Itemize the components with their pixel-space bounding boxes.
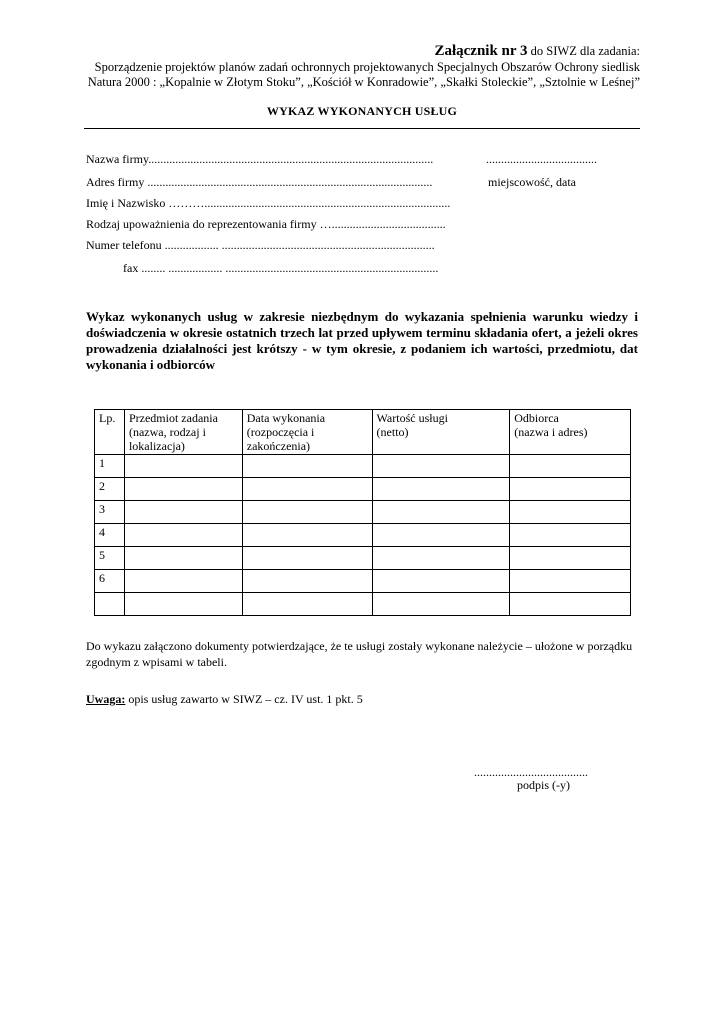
table-row [95,501,631,524]
signature-dots: ...................................... [474,765,588,779]
table-cell [124,524,242,547]
header-value: Wartość usługi (netto) [372,410,510,455]
table-cell [510,547,631,570]
table-row [95,570,631,593]
table-cell [242,501,372,524]
table-cell [124,547,242,570]
task-description-line1: Sporządzenie projektów planów zadań ochronnych projektowanych Specjalnych Obszarów Ochrony siedlisk [94,60,640,74]
authorization-type-field: Rodzaj upoważnienia do reprezentowania firmy …...................................... [86,217,446,231]
table-cell [124,593,242,616]
table-cell [372,570,510,593]
table-cell [124,455,242,478]
table-cell [242,593,372,616]
table-cell [372,455,510,478]
row-number: 5 [95,547,125,570]
table-cell [372,593,510,616]
table-cell [372,524,510,547]
table-row [95,547,631,570]
table-cell [124,570,242,593]
table-cell [242,478,372,501]
title-divider [84,128,640,129]
table-cell [510,478,631,501]
place-date-dots: ..................................... [486,152,597,166]
fax-field: fax ........ .................. ....................................................................... [123,261,439,275]
row-number [95,593,125,616]
company-address-field: Adres firmy ............................................................................................... [86,175,433,189]
header-date: Data wykonania (rozpoczęcia i zakończenia) [242,410,372,455]
document-title: WYKAZ WYKONANYCH USŁUG [266,104,458,118]
row-number: 4 [95,524,125,547]
remark-label: Uwaga: [86,692,126,706]
table-cell [242,455,372,478]
header-lp: Lp. [95,410,125,455]
table-cell [242,570,372,593]
row-number: 6 [95,570,125,593]
table-cell [510,593,631,616]
company-name-field: Nazwa firmy............................................................................................... [86,152,434,166]
signature-label: podpis (-y) [517,778,570,792]
table-cell [242,524,372,547]
row-number: 2 [95,478,125,501]
table-cell [510,570,631,593]
table-cell [124,501,242,524]
remark-text: opis usług zawarto w SIWZ – cz. IV ust. 1 pkt. 5 [125,692,363,706]
table-row [95,478,631,501]
full-name-field: Imię i Nazwisko ……….................................................................................. [86,196,451,210]
row-number: 1 [95,455,125,478]
table-cell [510,501,631,524]
task-description-line2: Natura 2000 : „Kopalnie w Złotym Stoku”, „Kościół w Konradowie”, „Skałki Stoleckie”, „Sztolnie w Leśnej” [87,75,640,89]
phone-number-field: Numer telefonu .................. ....................................................................... [86,238,435,252]
header-recipient: Odbiorca (nazwa i adres) [510,410,631,455]
table-header-row [95,410,631,455]
table-cell [510,524,631,547]
table-cell [372,478,510,501]
intro-paragraph: Wykaz wykonanych usług w zakresie niezbędnym do wykazania spełnienia warunku wiedzy i doświadczenia w okresie ostatnich trzech lat przed upływem terminu składania ofert, a jeżeli okres prowadzenia działalności jest krótszy - w tym okresie, z podaniem ich wartości, przedmiotu, dat wykonania i odbiorców [86,309,638,372]
table-cell [510,455,631,478]
attachment-subtitle: do SIWZ dla zadania: [527,44,640,58]
attachment-header [434,43,640,59]
header-subject: Przedmiot zadania (nazwa, rodzaj i lokalizacja) [124,410,242,455]
place-date-label: miejscowość, data [488,175,576,189]
attachments-note: Do wykazu załączono dokumenty potwierdzające, że te usługi zostały wykonane należycie – ułożone w porządku zgodnym z wpisami w tabeli. [86,639,633,669]
table-cell [372,501,510,524]
table-row [95,524,631,547]
remark [86,692,363,707]
table-cell [124,478,242,501]
table-row [95,455,631,478]
row-number: 3 [95,501,125,524]
table-cell [242,547,372,570]
attachment-number: Załącznik nr 3 [434,43,528,59]
table-cell [372,547,510,570]
services-table [94,409,631,616]
table-row [95,593,631,616]
